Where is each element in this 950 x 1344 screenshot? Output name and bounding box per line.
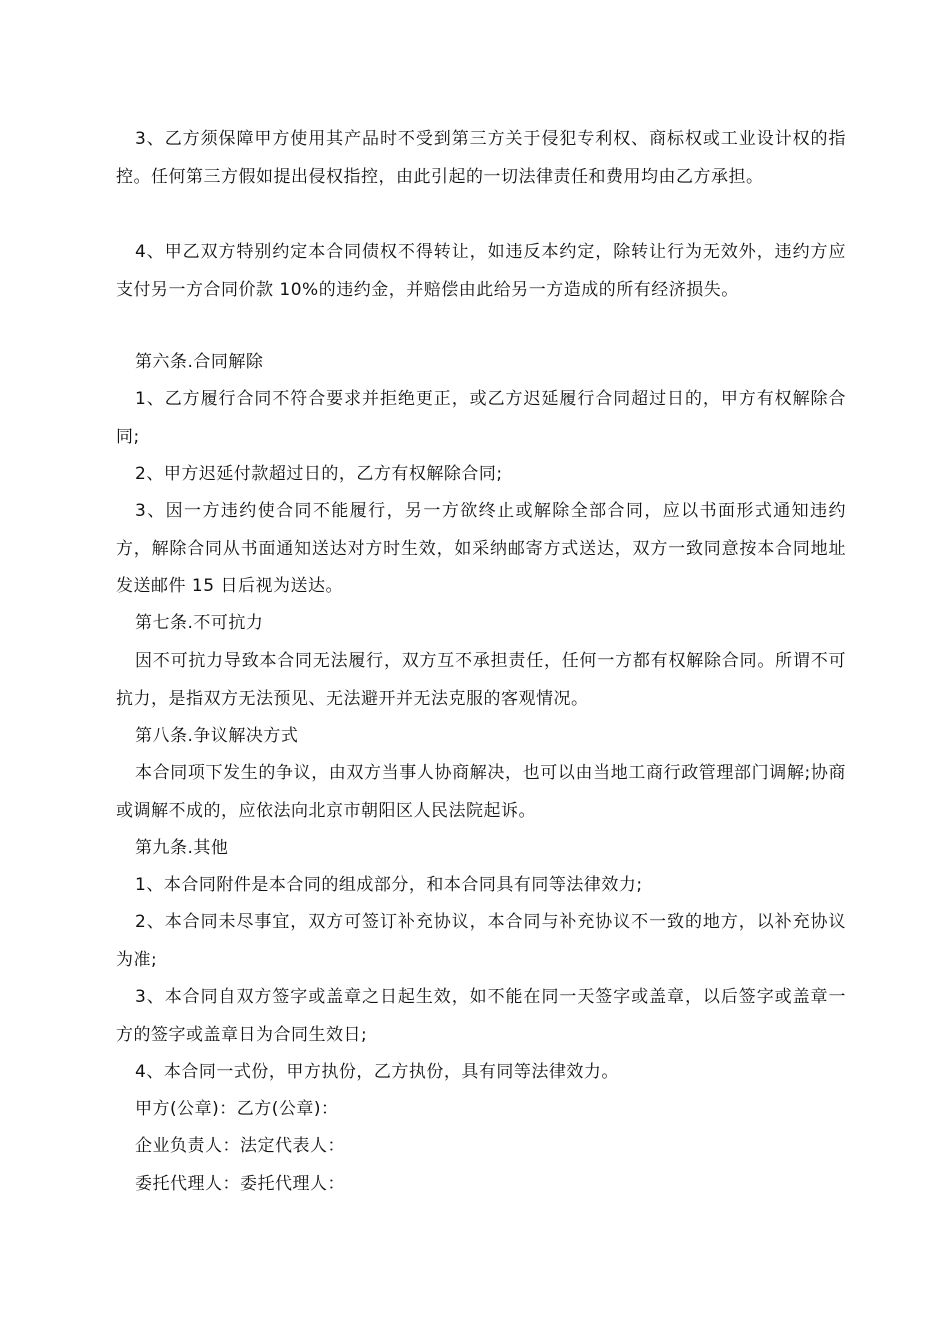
clause-9-3: 3、本合同自双方签字或盖章之日起生效，如不能在同一天签字或盖章，以后签字或盖章一方的签字或盖章日为合同生效日; <box>116 987 846 1045</box>
signature-representatives: 企业负责人：法定代表人： <box>135 1136 345 1156</box>
clause-5-4: 4、甲乙双方特别约定本合同债权不得转让，如违反本约定，除转让行为无效外，违约方应支付另一方合同价款 10%的违约金，并赔偿由此给另一方造成的所有经济损失。 <box>116 242 846 300</box>
article-9-heading: 第九条.其他 <box>135 838 229 858</box>
clause-9-2: 2、本合同未尽事宜，双方可签订补充协议，本合同与补充协议不一致的地方，以补充协议为准; <box>116 912 846 970</box>
clause-9-4: 4、本合同一式份，甲方执份，乙方执份，具有同等法律效力。 <box>135 1062 619 1082</box>
clause-6-1: 1、乙方履行合同不符合要求并拒绝更正，或乙方迟延履行合同超过日的，甲方有权解除合同; <box>116 389 846 447</box>
article-6-heading: 第六条.合同解除 <box>135 352 264 372</box>
signature-agents: 委托代理人：委托代理人： <box>135 1174 345 1194</box>
article-8-body: 本合同项下发生的争议，由双方当事人协商解决，也可以由当地工商行政管理部门调解;协商或调解不成的，应依法向北京市朝阳区人民法院起诉。 <box>116 763 846 821</box>
article-8-heading: 第八条.争议解决方式 <box>135 726 299 746</box>
article-7-heading: 第七条.不可抗力 <box>135 613 264 633</box>
clause-9-1: 1、本合同附件是本合同的组成部分，和本合同具有同等法律效力; <box>135 875 643 895</box>
article-7-body: 因不可抗力导致本合同无法履行，双方互不承担责任，任何一方都有权解除合同。所谓不可抗力，是指双方无法预见、无法避开并无法克服的客观情况。 <box>116 651 846 709</box>
signature-parties: 甲方(公章)：乙方(公章)： <box>135 1099 339 1119</box>
clause-6-3: 3、因一方违约使合同不能履行，另一方欲终止或解除全部合同，应以书面形式通知违约方，解除合同从书面通知送达对方时生效，如采纳邮寄方式送达，双方一致同意按本合同地址发送邮件 15 日后视为送达。 <box>116 501 846 596</box>
clause-6-2: 2、甲方迟延付款超过日的，乙方有权解除合同; <box>135 464 503 484</box>
clause-5-3: 3、乙方须保障甲方使用其产品时不受到第三方关于侵犯专利权、商标权或工业设计权的指控。任何第三方假如提出侵权指控，由此引起的一切法律责任和费用均由乙方承担。 <box>116 129 846 187</box>
